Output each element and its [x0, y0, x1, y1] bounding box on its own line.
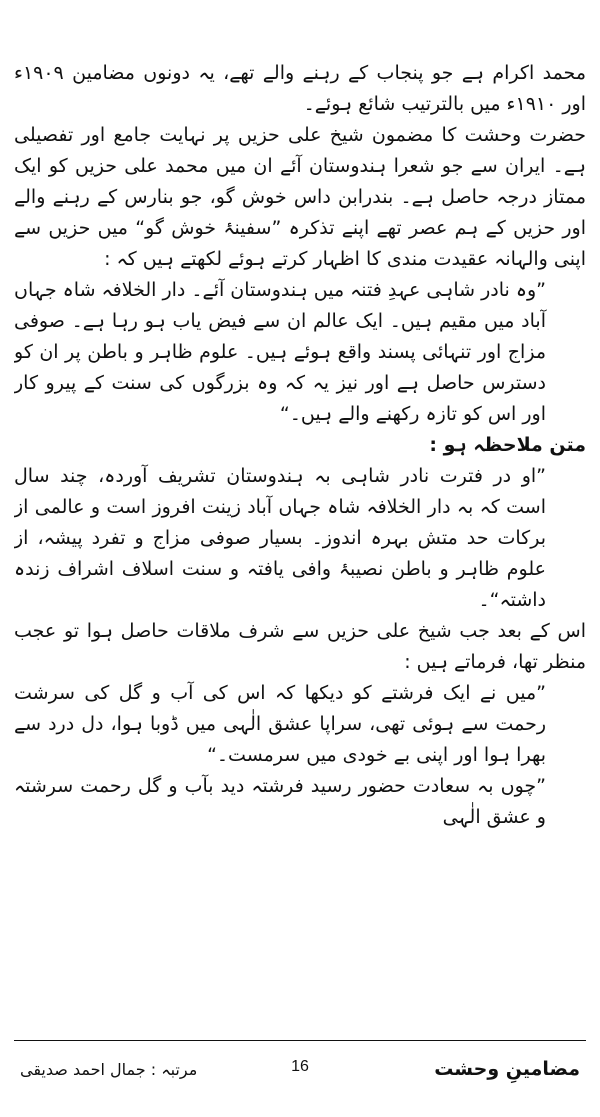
- quote-angel-urdu: ”میں نے ایک فرشتے کو دیکھا کہ اس کی آب و گل کی سرشت رحمت سے ہوئی تھی، سراپا عشق الٰہی میں ڈوبا ہوا، دل درد سے بھرا ہوا اور اپنی بے خودی میں سرمست۔“: [14, 682, 546, 766]
- quote-urdu-translation: ”وہ نادر شاہی عہدِ فتنہ میں ہندوستان آئے۔ دار الخلافہ شاہ جہاں آباد میں مقیم ہیں۔ ایک عالم ان سے فیض یاب ہو رہا ہے۔ صوفی مزاج اور تنہائی پسند واقع ہوئے ہیں۔ علوم ظاہر و باطن پر ان کو دسترس حاصل ہے اور نیز یہ کہ وہ بزرگوں کی سنت کے پیرو کار اور اس کو تازہ رکھنے والے ہیں۔“: [14, 279, 546, 425]
- quote-persian-original: ”او در فترت نادر شاہی بہ ہندوستان تشریف آوردہ، چند سال است کہ بہ دار الخلافہ شاہ جہاں آباد زینت افروز است و عالمی از برکات حد متش بہرہ اندوز۔ بسیار صوفی مزاج و تفرد پیشہ، از علوم ظاہر و باطن نصیبۂ وافی یافتہ و سنت اسلاف اشراف زندہ داشتہ“۔: [14, 465, 546, 611]
- paragraph-publication: محمد اکرام ہے جو پنجاب کے رہنے والے تھے، یہ دونوں مضامین ۱۹۰۹ء اور ۱۹۱۰ء میں بالترتیب شائع ہوئے۔: [14, 62, 586, 115]
- page-number: 16: [291, 1058, 309, 1075]
- page-footer: [14, 1054, 586, 1090]
- paragraph-meeting: اس کے بعد جب شیخ علی حزیں سے شرف ملاقات حاصل ہوا تو عجب منظر تھا، فرماتے ہیں :: [14, 620, 586, 673]
- quote-angel-persian: ”چوں بہ سعادت حضور رسید فرشتہ دید بآب و گل رحمت سرشتہ و عشق الٰہی: [14, 775, 546, 828]
- paragraph-hazin-intro: حضرت وحشت کا مضمون شیخ علی حزیں پر نہایت جامع اور تفصیلی ہے۔ ایران سے جو شعرا ہندوستان آئے ان میں محمد علی حزیں کو ایک ممتاز درجہ حاصل ہے۔ بندرابن داس خوش گو، جو بنارس کے رہنے والے اور حزیں کے ہم عصر تھے اپنے تذکرہ ”سفینۂ خوش گو“ میں حزیں سے اپنی والہانہ عقیدت مندی کا اظہار کرتے ہوئے لکھتے ہیں کہ :: [14, 124, 586, 270]
- editor-credit: مرتبہ : جمال احمد صدیقی: [20, 1060, 198, 1079]
- body-text: [14, 58, 586, 1033]
- footer-divider: [14, 1040, 586, 1041]
- book-title: مضامینِ وحشت: [434, 1058, 580, 1080]
- paragraph-text-heading: متن ملاحظہ ہو :: [429, 434, 586, 456]
